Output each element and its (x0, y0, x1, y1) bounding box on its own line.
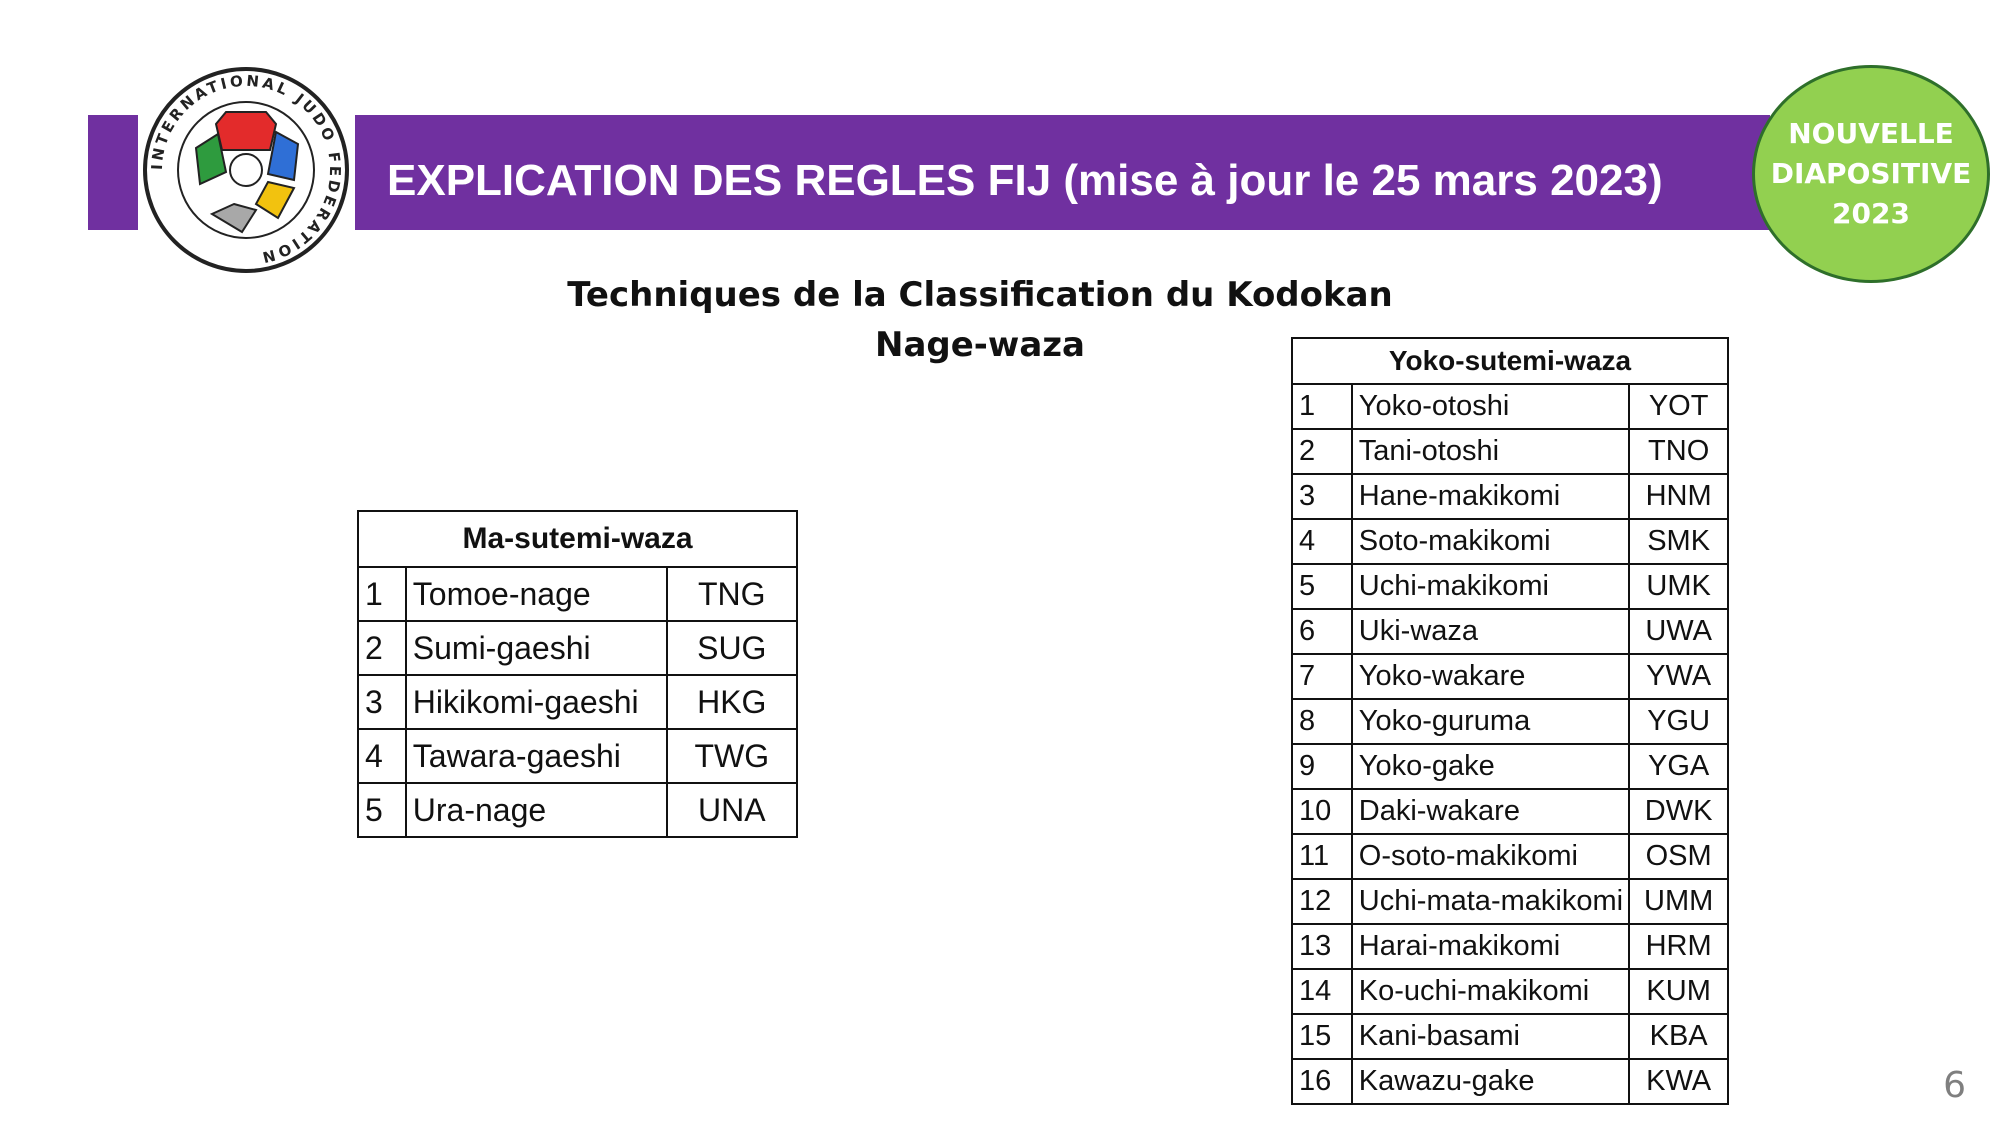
technique-name: Yoko-wakare (1352, 654, 1629, 699)
new-slide-badge (1752, 65, 1990, 283)
technique-code: HNM (1629, 474, 1728, 519)
technique-number: 8 (1292, 699, 1352, 744)
technique-number: 1 (1292, 384, 1352, 429)
table-row (1292, 519, 1728, 564)
technique-code: YWA (1629, 654, 1728, 699)
technique-name: Yoko-gake (1352, 744, 1629, 789)
technique-number: 4 (1292, 519, 1352, 564)
technique-code: HKG (667, 675, 797, 729)
table-row (358, 729, 797, 783)
technique-name: Kawazu-gake (1352, 1059, 1629, 1104)
badge-line-1: NOUVELLE (1788, 117, 1954, 150)
technique-number: 4 (358, 729, 406, 783)
technique-number: 5 (358, 783, 406, 837)
table-row (1292, 384, 1728, 429)
page-number: 6 (1943, 1065, 1966, 1106)
technique-code: YGU (1629, 699, 1728, 744)
technique-code: DWK (1629, 789, 1728, 834)
technique-name: O-soto-makikomi (1352, 834, 1629, 879)
table-row (358, 621, 797, 675)
technique-code: UNA (667, 783, 797, 837)
technique-number: 3 (358, 675, 406, 729)
technique-name: Hikikomi-gaeshi (406, 675, 667, 729)
table-row (1292, 1014, 1728, 1059)
technique-code: KWA (1629, 1059, 1728, 1104)
table-row (1292, 969, 1728, 1014)
ma-sutemi-waza-table (357, 510, 798, 838)
technique-code: UMM (1629, 879, 1728, 924)
header-bar-left (88, 115, 138, 230)
technique-name: Uchi-makikomi (1352, 564, 1629, 609)
technique-name: Yoko-otoshi (1352, 384, 1629, 429)
table-row (1292, 429, 1728, 474)
header-bar (355, 115, 1770, 230)
yoko-sutemi-waza-table (1291, 337, 1729, 1105)
technique-number: 5 (1292, 564, 1352, 609)
technique-number: 12 (1292, 879, 1352, 924)
technique-code: SMK (1629, 519, 1728, 564)
technique-number: 2 (358, 621, 406, 675)
technique-code: UMK (1629, 564, 1728, 609)
table-row (1292, 1059, 1728, 1104)
technique-name: Uchi-mata-makikomi (1352, 879, 1629, 924)
technique-name: Daki-wakare (1352, 789, 1629, 834)
technique-name: Kani-basami (1352, 1014, 1629, 1059)
technique-name: Sumi-gaeshi (406, 621, 667, 675)
technique-number: 15 (1292, 1014, 1352, 1059)
technique-number: 7 (1292, 654, 1352, 699)
technique-number: 9 (1292, 744, 1352, 789)
technique-number: 10 (1292, 789, 1352, 834)
technique-name: Ura-nage (406, 783, 667, 837)
badge-line-2: DIAPOSITIVE (1770, 157, 1972, 190)
technique-name: Soto-makikomi (1352, 519, 1629, 564)
table-row (1292, 654, 1728, 699)
technique-number: 3 (1292, 474, 1352, 519)
table-row (1292, 474, 1728, 519)
technique-code: KBA (1629, 1014, 1728, 1059)
table-row (1292, 924, 1728, 969)
table-row (1292, 699, 1728, 744)
technique-code: YGA (1629, 744, 1728, 789)
technique-name: Hane-makikomi (1352, 474, 1629, 519)
technique-code: HRM (1629, 924, 1728, 969)
technique-number: 11 (1292, 834, 1352, 879)
technique-code: TNG (667, 567, 797, 621)
technique-name: Uki-waza (1352, 609, 1629, 654)
technique-name: Ko-uchi-makikomi (1352, 969, 1629, 1014)
table-row (1292, 834, 1728, 879)
section-title: Techniques de la Classification du Kodokan (567, 275, 1393, 315)
technique-number: 13 (1292, 924, 1352, 969)
table-row (1292, 789, 1728, 834)
technique-name: Yoko-guruma (1352, 699, 1629, 744)
table-row (1292, 879, 1728, 924)
technique-code: UWA (1629, 609, 1728, 654)
technique-name: Tani-otoshi (1352, 429, 1629, 474)
technique-number: 2 (1292, 429, 1352, 474)
technique-code: KUM (1629, 969, 1728, 1014)
table-row (358, 675, 797, 729)
table-row (358, 567, 797, 621)
technique-number: 1 (358, 567, 406, 621)
logo-text: INTERNATIONAL JUDO FEDERATION (147, 71, 345, 267)
table-row (1292, 609, 1728, 654)
technique-number: 16 (1292, 1059, 1352, 1104)
table-row (1292, 744, 1728, 789)
badge-line-3: 2023 (1832, 197, 1910, 230)
section-subtitle: Nage-waza (875, 325, 1085, 365)
technique-code: SUG (667, 621, 797, 675)
slide-title: EXPLICATION DES REGLES FIJ (mise à jour le 25 mars 2023) (387, 156, 1663, 205)
table-row (358, 783, 797, 837)
table-title: Ma-sutemi-waza (358, 511, 797, 567)
technique-code: TWG (667, 729, 797, 783)
ijf-logo (138, 62, 355, 277)
technique-code: OSM (1629, 834, 1728, 879)
table-row (1292, 564, 1728, 609)
technique-name: Tomoe-nage (406, 567, 667, 621)
technique-number: 6 (1292, 609, 1352, 654)
technique-name: Tawara-gaeshi (406, 729, 667, 783)
technique-name: Harai-makikomi (1352, 924, 1629, 969)
technique-code: YOT (1629, 384, 1728, 429)
technique-code: TNO (1629, 429, 1728, 474)
table-title: Yoko-sutemi-waza (1292, 338, 1728, 384)
technique-number: 14 (1292, 969, 1352, 1014)
